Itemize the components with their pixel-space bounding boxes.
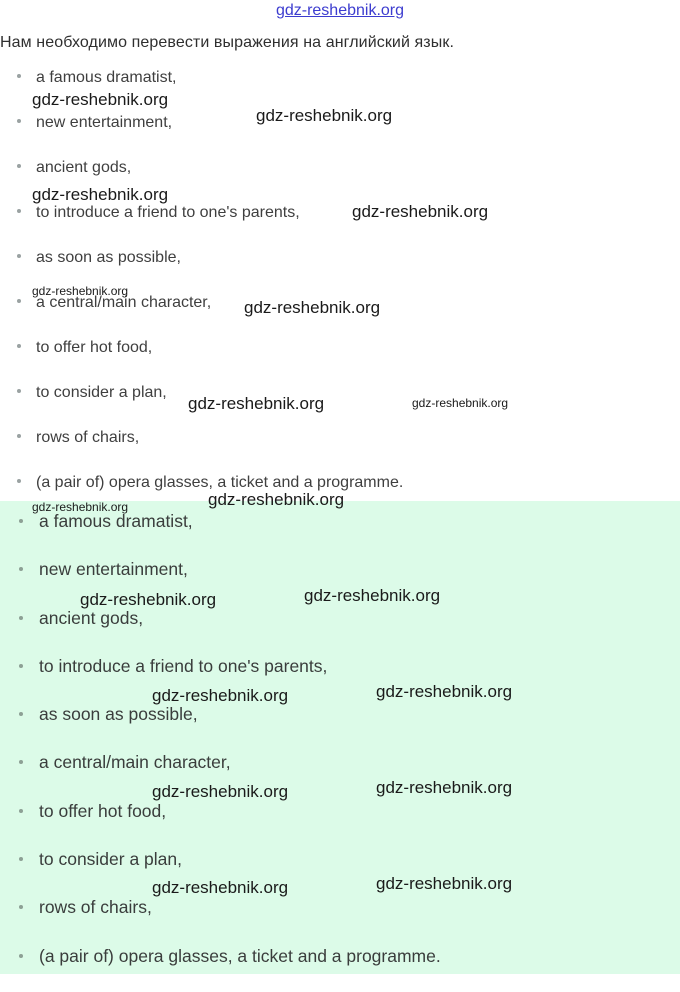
watermark: gdz-reshebnik.org [352,202,489,221]
bullet-icon [19,664,23,668]
list-item [0,702,680,750]
list-item [0,799,680,847]
watermark: gdz-reshebnik.org [188,394,325,413]
watermark: gdz-reshebnik.org [244,298,381,317]
list-item-text: new entertainment, [36,114,173,131]
list-item-text: rows of chairs, [36,429,140,446]
list-item-text: ancient gods, [39,607,144,628]
watermark: gdz-reshebnik.org [152,686,289,705]
list-item [0,750,680,798]
watermark: gdz-reshebnik.org [376,682,513,701]
list-item-text: a central/main character, [36,294,212,311]
list-item-text: to offer hot food, [36,339,153,356]
list-item-text: to introduce a friend to one's parents, [39,655,328,676]
task-intro: Нам необходимо перевести выражения на английский язык. [0,34,454,51]
watermark: gdz-reshebnik.org [256,106,393,125]
bullet-icon [17,209,21,213]
list-item [0,944,680,992]
list-item-text: as soon as possible, [39,704,198,725]
list-item-text: a central/main character, [39,752,231,773]
list-item [0,654,680,702]
list-item [0,895,680,943]
watermark: gdz-reshebnik.org [32,284,129,298]
list-item-text: to introduce a friend to one's parents, [36,204,300,221]
bullet-icon [19,519,23,523]
watermark: gdz-reshebnik.org [152,878,289,897]
answer-block [0,501,680,974]
list-item [0,425,680,470]
watermark: gdz-reshebnik.org [152,782,289,801]
list-item-text: ancient gods, [36,159,132,176]
bullet-icon [17,479,21,483]
watermark: gdz-reshebnik.org [376,874,513,893]
bullet-icon [19,616,23,620]
list-item [0,606,680,654]
watermark: gdz-reshebnik.org [32,90,169,109]
list-item-text: to consider a plan, [39,849,183,870]
watermark: gdz-reshebnik.org [376,778,513,797]
bullet-icon [17,389,21,393]
bullet-icon [19,567,23,571]
bullet-icon [19,712,23,716]
site-link[interactable]: gdz-reshebnik.org [275,2,405,19]
bullet-icon [19,857,23,861]
bullet-icon [17,164,21,168]
watermark: gdz-reshebnik.org [412,396,509,410]
watermark: gdz-reshebnik.org [32,500,129,514]
bullet-icon [17,119,21,123]
bullet-icon [19,809,23,813]
bullet-icon [17,344,21,348]
list-item-text: new entertainment, [39,559,188,580]
list-item [0,200,680,245]
list-item [0,380,680,425]
bullet-icon [17,299,21,303]
list-item-text: to consider a plan, [36,384,167,401]
bullet-icon [17,434,21,438]
bullet-icon [19,905,23,909]
list-item [0,335,680,380]
bullet-icon [19,760,23,764]
list-item-text: a famous dramatist, [39,511,193,531]
list-item [0,509,680,557]
list-item-text: (a pair of) opera glasses, a ticket and a programme. [39,945,441,966]
watermark: gdz-reshebnik.org [208,490,345,509]
bullet-icon [17,74,21,78]
watermark: gdz-reshebnik.org [32,185,169,204]
answer-list [0,509,680,992]
watermark: gdz-reshebnik.org [304,586,441,605]
list-item-text: as soon as possible, [36,249,181,266]
list-item-text: a famous dramatist, [36,69,177,86]
list-item-text: rows of chairs, [39,897,152,918]
list-item-text: to offer hot food, [39,800,167,821]
watermark: gdz-reshebnik.org [80,590,217,609]
list-item-text: (a pair of) opera glasses, a ticket and a programme. [36,474,404,491]
bullet-icon [19,954,23,958]
bullet-icon [17,254,21,258]
list-item [0,847,680,895]
